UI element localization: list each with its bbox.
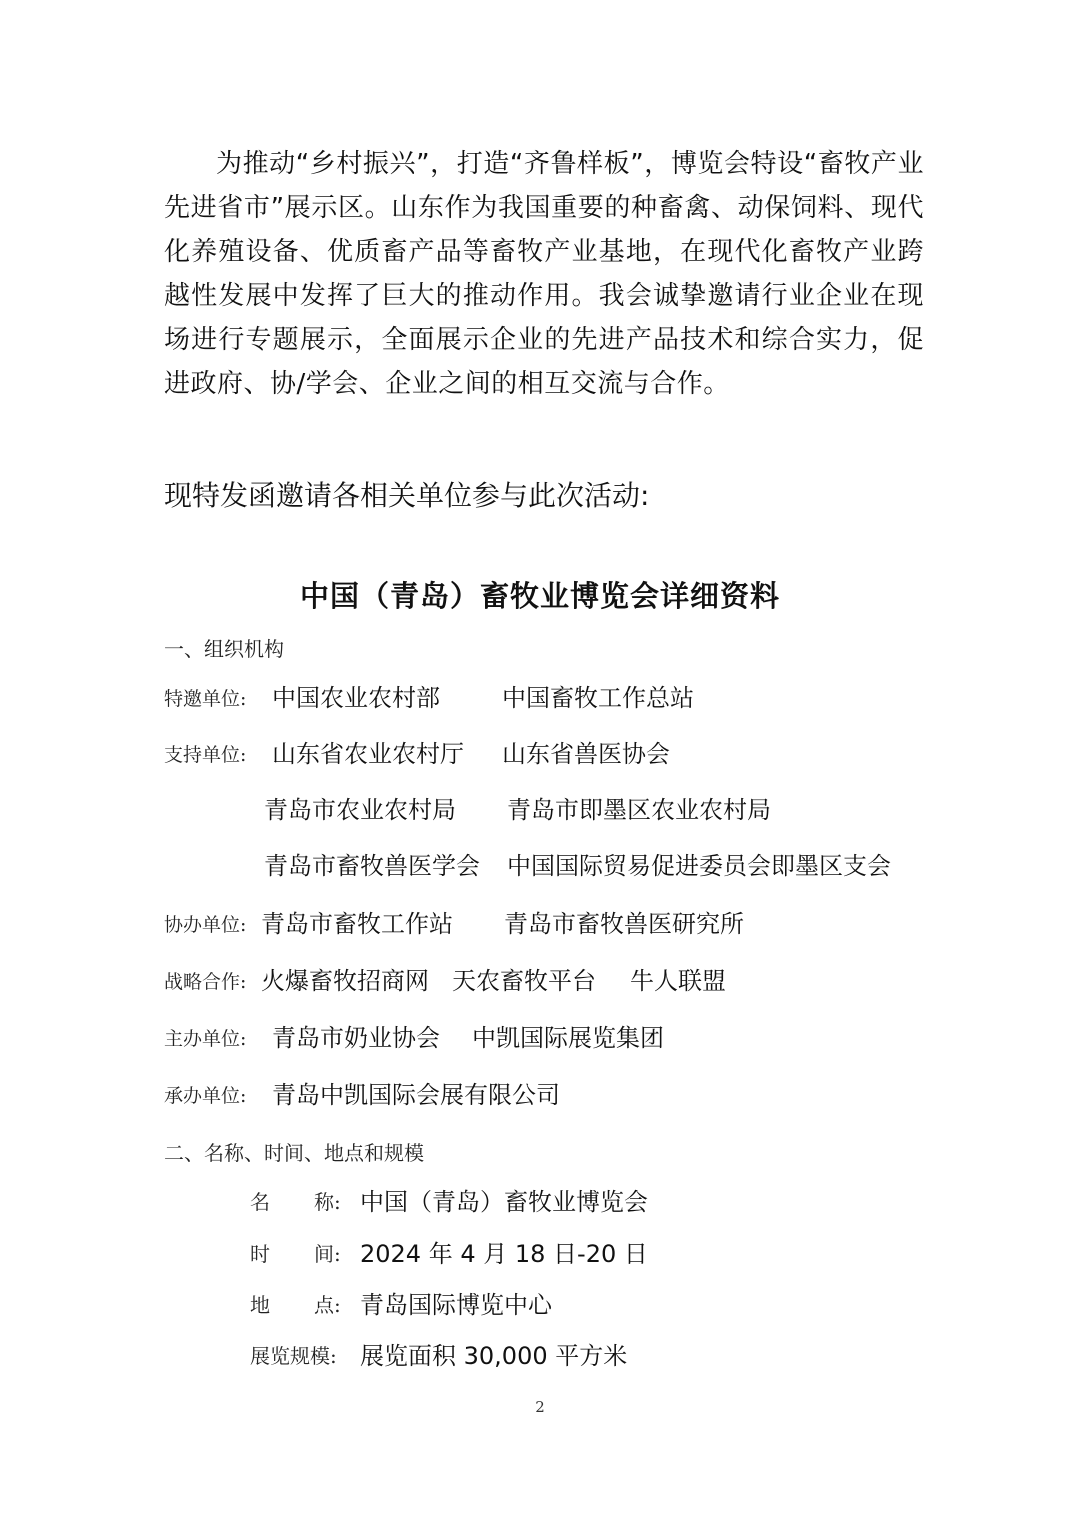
support-unit: 青岛市即墨区农业农村局 <box>507 796 771 824</box>
host-label: 主办单位: <box>164 1028 247 1050</box>
support-unit: 中国国际贸易促进委员会即墨区支会 <box>507 852 891 880</box>
exhibition-scale-value: 展览面积 30,000 平方米 <box>360 1342 628 1370</box>
exhibition-time-value: 2024 年 4 月 18 日-20 日 <box>360 1240 648 1268</box>
organizer-row <box>164 1075 964 1115</box>
co-organizer-unit: 青岛市畜牧工作站 <box>261 910 453 938</box>
host-row <box>164 1018 964 1058</box>
exhibition-place-row: 地 点: 青岛国际博览中心 <box>250 1285 950 1325</box>
page-number: 2 <box>535 1398 545 1416</box>
special-invite-label: 特邀单位: <box>164 688 247 710</box>
strategic-partner: 火爆畜牧招商网 <box>261 967 429 995</box>
exhibition-name-row: 名 称: 中国（青岛）畜牧业博览会 <box>250 1182 950 1222</box>
support-unit: 青岛市畜牧兽医学会 <box>264 852 480 880</box>
support-row <box>164 790 964 830</box>
exhibition-name-value: 中国（青岛）畜牧业博览会 <box>360 1188 648 1216</box>
support-unit: 山东省兽医协会 <box>502 740 670 768</box>
intro-paragraph: 为推动“乡村振兴”，打造“齐鲁样板”，博览会特设“畜牧产业先进省市”展示区。山东作为我国重要的种畜禽、动保饲料、现代化养殖设备、优质畜产品等畜牧产业基地，在现代化畜牧产业跨越性发展中发挥了巨大的推动作用。我会诚挚邀请行业企业在现场进行专题展示，全面展示企业的先进产品技术和综合实力，促进政府、协/学会、企业之间的相互交流与合作。 <box>164 149 924 399</box>
strategic-partner: 天农畜牧平台 <box>452 967 596 995</box>
exhibition-scale-label: 展览规模: <box>250 1344 337 1368</box>
co-organizer-unit: 青岛市畜牧兽医研究所 <box>504 910 744 938</box>
invitation-line: 现特发函邀请各相关单位参与此次活动: <box>164 479 650 512</box>
special-invite-unit: 中国畜牧工作总站 <box>502 684 694 712</box>
section-2-heading: 二、名称、时间、地点和规模 <box>164 1141 424 1165</box>
support-unit: 青岛市农业农村局 <box>264 796 456 824</box>
special-invite-unit: 中国农业农村部 <box>272 684 440 712</box>
strategic-row <box>164 961 964 1001</box>
organizer-label: 承办单位: <box>164 1085 247 1107</box>
support-row <box>164 846 964 886</box>
support-label: 支持单位: <box>164 744 247 766</box>
exhibition-scale-row <box>250 1336 950 1376</box>
support-unit: 山东省农业农村厅 <box>272 740 464 768</box>
strategic-partner: 牛人联盟 <box>630 967 726 995</box>
exhibition-time-row: 时 间: 2024 年 4 月 18 日-20 日 <box>250 1234 950 1274</box>
host-unit: 中凯国际展览集团 <box>472 1024 664 1052</box>
section-1-heading: 一、组织机构 <box>164 637 284 661</box>
document-title: 中国（青岛）畜牧业博览会详细资料 <box>299 579 780 613</box>
strategic-label: 战略合作: <box>164 971 247 993</box>
organizer-unit: 青岛中凯国际会展有限公司 <box>272 1081 560 1109</box>
co-organizer-label: 协办单位: <box>164 914 247 936</box>
special-invite-row <box>164 678 964 718</box>
co-organizer-row <box>164 904 964 944</box>
exhibition-place-value: 青岛国际博览中心 <box>360 1291 552 1319</box>
host-unit: 青岛市奶业协会 <box>272 1024 440 1052</box>
support-row <box>164 734 964 774</box>
